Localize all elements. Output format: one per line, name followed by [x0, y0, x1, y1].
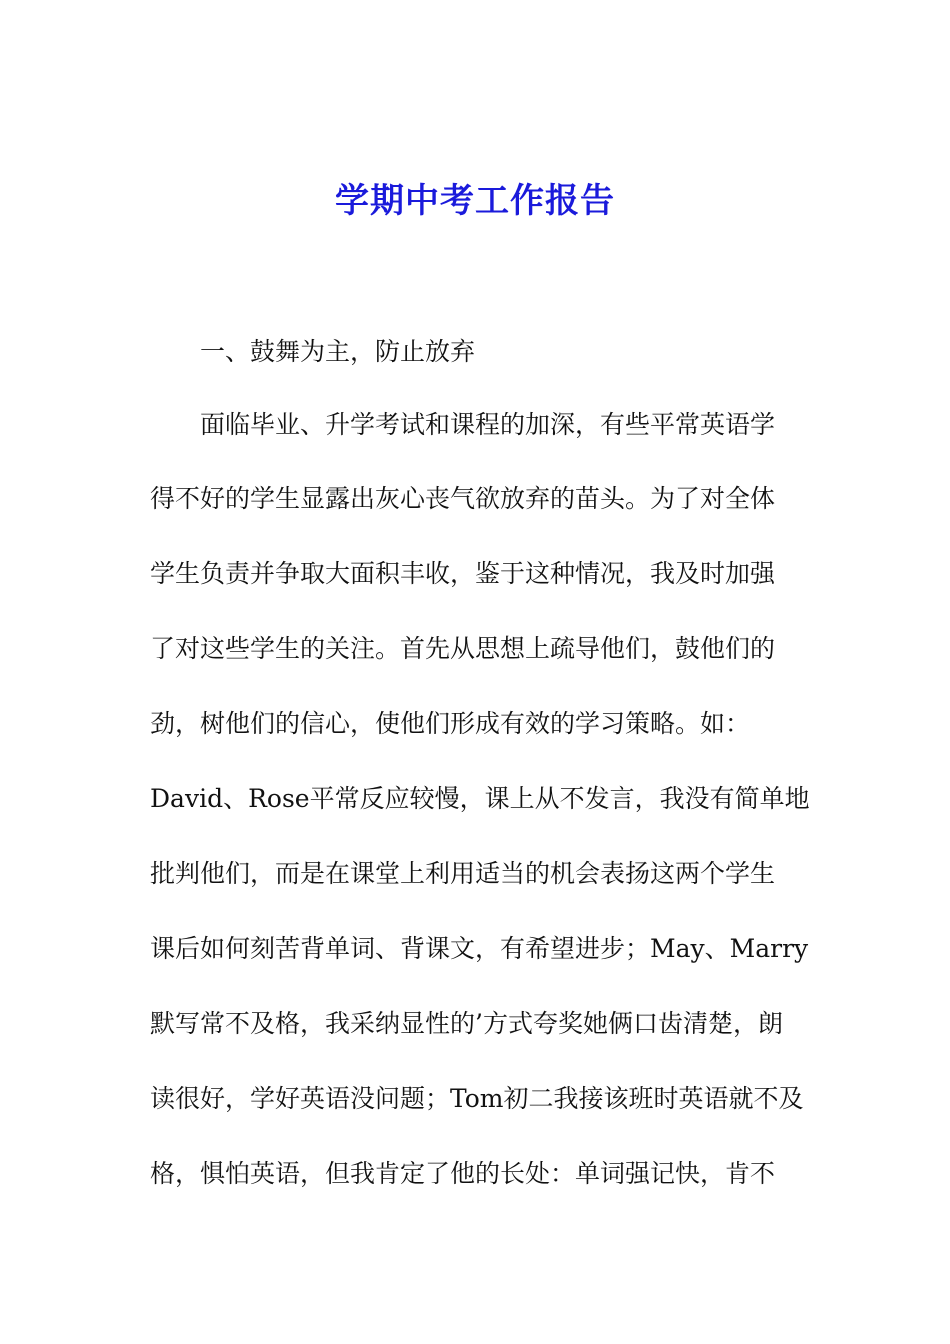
paragraph-line: 了对这些学生的关注。首先从思想上疏导他们，鼓他们的 — [150, 634, 776, 663]
paragraph-line: 批判他们，而是在课堂上利用适当的机会表扬这两个学生 — [150, 859, 776, 888]
paragraph-line: 学生负责并争取大面积丰收，鉴于这种情况，我及时加强 — [150, 559, 776, 588]
paragraph-line: 课后如何刻苦背单词、背课文，有希望进步；May、Marry — [150, 934, 809, 963]
paragraph-line: 得不好的学生显露出灰心丧气欲放弃的苗头。为了对全体 — [150, 484, 776, 513]
paragraph-line: 默写常不及格，我采纳显性的’方式夸奖她俩口齿清楚，朗 — [150, 1009, 783, 1038]
paragraph-line: 劲，树他们的信心，使他们形成有效的学习策略。如： — [150, 709, 751, 738]
paragraph-line: 面临毕业、升学考试和课程的加深，有些平常英语学 — [200, 410, 776, 439]
paragraph-line: 格，惧怕英语，但我肯定了他的长处：单词强记快，肯不 — [150, 1159, 776, 1188]
paragraph-line: David、Rose平常反应较慢，课上从不发言，我没有简单地 — [150, 784, 810, 813]
document-title: 学期中考工作报告 — [335, 181, 615, 221]
section-heading: 一、鼓舞为主，防止放弃 — [200, 337, 476, 366]
paragraph-line: 读很好，学好英语没问题；Tom初二我接该班时英语就不及 — [150, 1084, 804, 1113]
